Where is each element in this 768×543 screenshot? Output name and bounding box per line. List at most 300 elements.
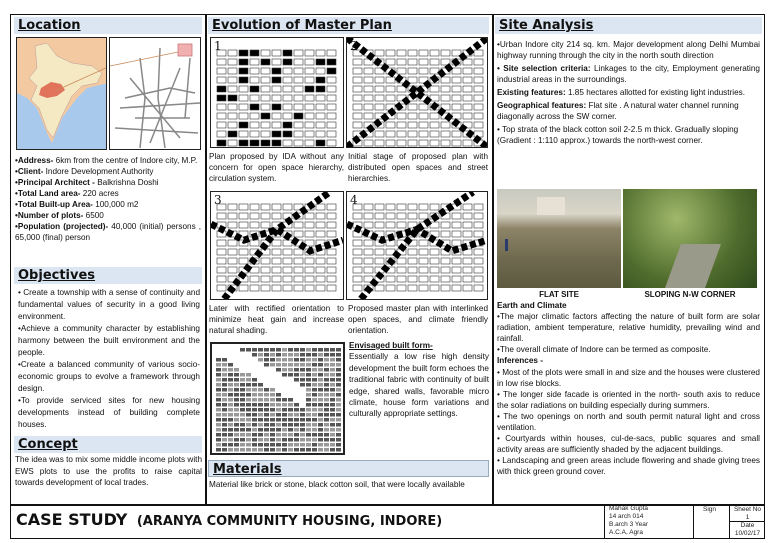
detail-value: 6km from the centre of Indore city, M.P. [53, 156, 198, 165]
building-block [258, 383, 263, 387]
building-block [330, 378, 335, 382]
objective-item: • Create a township with a sense of continuity and fundamental values of security in a good living environment. [18, 288, 200, 321]
building-block [312, 418, 317, 422]
building-block [264, 403, 269, 407]
building-block [282, 448, 287, 452]
building-block [282, 438, 287, 442]
building-block [246, 428, 251, 432]
building-block [330, 448, 335, 452]
building-block [252, 448, 257, 452]
building-block [228, 368, 233, 372]
detail-label: •Number of plots- [15, 211, 84, 220]
building-block [312, 373, 317, 377]
building-block [336, 393, 341, 397]
building-block [216, 398, 221, 402]
building-block [276, 438, 281, 442]
building-block [306, 353, 311, 357]
building-block [216, 358, 221, 362]
building-block [246, 448, 251, 452]
building-block [318, 408, 323, 412]
building-block [294, 448, 299, 452]
building-block [324, 353, 329, 357]
building-block [234, 428, 239, 432]
building-block [246, 423, 251, 427]
building-block [336, 383, 341, 387]
building-block [228, 413, 233, 417]
building-block [246, 418, 251, 422]
building-block [264, 408, 269, 412]
building-block [258, 358, 263, 362]
building-block [222, 413, 227, 417]
building-block [264, 348, 269, 352]
building-block [324, 408, 329, 412]
sign-label: Sign [703, 506, 717, 513]
building-block [216, 368, 221, 372]
concept-text: The idea was to mix some middle income plots with EWS plots to use the profits to raise capital towards development of local trades. [15, 455, 202, 487]
building-block [258, 403, 263, 407]
author-info [609, 505, 648, 537]
building-block [258, 433, 263, 437]
building-block [282, 398, 287, 402]
author-name: Mahak Gupta [609, 505, 649, 512]
building-block [222, 368, 227, 372]
building-block [294, 378, 299, 382]
building-block [300, 368, 305, 372]
building-block [306, 418, 311, 422]
building-block [324, 378, 329, 382]
building-block [318, 423, 323, 427]
building-block [294, 363, 299, 367]
building-block [276, 428, 281, 432]
building-block [288, 448, 293, 452]
building-block [264, 363, 269, 367]
building-block [222, 423, 227, 427]
building-block [294, 428, 299, 432]
building-block [288, 438, 293, 442]
building-block [252, 408, 257, 412]
building-block [264, 443, 269, 447]
building-block [300, 363, 305, 367]
inference-item: • Courtyards within houses, cul-de-sacs, public squares and small activity areas are sufficiently shaded by the adjacent buildings. [497, 434, 760, 455]
building-block [330, 393, 335, 397]
building-block [330, 358, 335, 362]
building-block [312, 443, 317, 447]
building-block [228, 428, 233, 432]
building-block [312, 348, 317, 352]
building-block [294, 408, 299, 412]
building-block [288, 423, 293, 427]
plan-number: 2 [350, 39, 358, 53]
building-block [312, 448, 317, 452]
building-block [300, 373, 305, 377]
building-block [222, 438, 227, 442]
building-block [312, 358, 317, 362]
building-block [264, 423, 269, 427]
building-block [336, 413, 341, 417]
selection-label: • Site selection criteria: [497, 64, 591, 73]
building-block [330, 373, 335, 377]
building-block [252, 438, 257, 442]
building-block [288, 363, 293, 367]
detail-label: •Client- [15, 167, 44, 176]
building-block [300, 413, 305, 417]
building-block [264, 438, 269, 442]
building-block [300, 438, 305, 442]
building-block [252, 433, 257, 437]
building-block [306, 373, 311, 377]
building-block [306, 413, 311, 417]
building-block [246, 433, 251, 437]
plan-drawing [211, 192, 343, 299]
building-block [306, 448, 311, 452]
building-block [240, 448, 245, 452]
building-block [228, 448, 233, 452]
building-block [246, 443, 251, 447]
sheet-number: 1 [745, 514, 750, 521]
building-block [336, 423, 341, 427]
building-block [294, 418, 299, 422]
building-block [222, 443, 227, 447]
climate-item: •The major climatic factors affecting the nature of built form are solar radiation, ambient temperature, relative humidity, prevailing wind and rainfall. [497, 312, 760, 344]
geo-text: Flat site . A natural water channel running diagonally across the SW corner. [497, 101, 739, 121]
evolution-heading: Evolution of Master Plan [208, 17, 489, 34]
building-block [276, 353, 281, 357]
sloping-corner-photo [623, 189, 757, 288]
building-block [246, 383, 251, 387]
building-block [336, 368, 341, 372]
building-block [300, 353, 305, 357]
building-block [336, 358, 341, 362]
building-block [306, 403, 311, 407]
building-block [276, 358, 281, 362]
building-block [318, 353, 323, 357]
building-block [318, 393, 323, 397]
building-block [240, 378, 245, 382]
building-block [240, 433, 245, 437]
building-block [222, 428, 227, 432]
building-block [324, 423, 329, 427]
building-block [228, 373, 233, 377]
plan-number: 4 [350, 193, 358, 207]
existing-text: 1.85 hectares allotted for existing light industries. [565, 88, 746, 97]
building-block [270, 353, 275, 357]
building-block [336, 428, 341, 432]
building-block [336, 438, 341, 442]
building-block [276, 423, 281, 427]
building-block [264, 393, 269, 397]
building-block [318, 448, 323, 452]
building-block [240, 418, 245, 422]
building-block [324, 428, 329, 432]
building-block [288, 413, 293, 417]
building-block [294, 438, 299, 442]
building-block [258, 423, 263, 427]
plan-drawing [347, 38, 487, 147]
building-block [324, 393, 329, 397]
building-block [312, 408, 317, 412]
building-block [282, 408, 287, 412]
plan-2-drawing [346, 37, 488, 148]
building-block [282, 418, 287, 422]
building-block [258, 418, 263, 422]
building-block [264, 358, 269, 362]
building-block [312, 383, 317, 387]
building-block [318, 403, 323, 407]
building-block [318, 373, 323, 377]
building-block [270, 438, 275, 442]
building-block [330, 418, 335, 422]
envisaged-text: Essentially a low rise high density development the built form echoes the traditional fabric with continuity of built edge, shared walls, favorable micro climate, house form variations and culturally appropriate settings. [349, 352, 489, 419]
building-block [282, 403, 287, 407]
building-block [246, 403, 251, 407]
building-block [282, 433, 287, 437]
objective-item: •Create a balanced community of various socio-economic groups to evolve a framework through design. [18, 360, 200, 393]
building-block [336, 398, 341, 402]
divider [205, 14, 207, 505]
building-block [216, 363, 221, 367]
title-main: CASE STUDY [16, 510, 128, 529]
building-block [324, 358, 329, 362]
divider [604, 504, 605, 539]
building-block [312, 438, 317, 442]
building-block [288, 418, 293, 422]
building-block [306, 348, 311, 352]
building-block [306, 438, 311, 442]
building-block [222, 408, 227, 412]
building-block [306, 368, 311, 372]
building-block [216, 428, 221, 432]
building-block [300, 428, 305, 432]
plan-drawing [211, 38, 343, 147]
building-block [318, 358, 323, 362]
building-block [234, 388, 239, 392]
building-block [330, 433, 335, 437]
building-block [288, 443, 293, 447]
building-block [324, 418, 329, 422]
building-block [324, 388, 329, 392]
building-block [318, 378, 323, 382]
building-block [252, 388, 257, 392]
building-block [288, 353, 293, 357]
building-block [270, 363, 275, 367]
objectives-heading: Objectives [14, 267, 202, 284]
building-block [222, 403, 227, 407]
sheet-title [16, 510, 442, 529]
building-block [306, 408, 311, 412]
building-block [258, 413, 263, 417]
detail-label: •Population (projected)- [15, 222, 109, 231]
building-block [252, 403, 257, 407]
building-block [270, 408, 275, 412]
building-block [300, 408, 305, 412]
building-block [306, 363, 311, 367]
building-block [282, 428, 287, 432]
building-block [330, 348, 335, 352]
building-block [222, 393, 227, 397]
building-block [300, 433, 305, 437]
detail-value: Indore Development Authority [43, 167, 154, 176]
building-block [234, 373, 239, 377]
building-block [246, 413, 251, 417]
building-block [234, 368, 239, 372]
building-block [264, 398, 269, 402]
plan-3-drawing [210, 191, 344, 300]
building-block [294, 353, 299, 357]
concept-heading: Concept [14, 436, 202, 453]
building-block [270, 443, 275, 447]
building-block [240, 398, 245, 402]
building-block [330, 443, 335, 447]
building-block [336, 418, 341, 422]
building-block [246, 388, 251, 392]
building-block [294, 368, 299, 372]
building-block [330, 423, 335, 427]
inference-item: • The longer side facade is oriented in the north- south axis to reduce the solar radiations on building especially during summers. [497, 389, 760, 410]
building-block [318, 368, 323, 372]
building-block [246, 438, 251, 442]
building-block [282, 413, 287, 417]
building-block [330, 438, 335, 442]
building-block [234, 413, 239, 417]
building-block [240, 373, 245, 377]
location-details [15, 155, 201, 243]
building-block [330, 403, 335, 407]
building-block [324, 448, 329, 452]
building-block [258, 348, 263, 352]
detail-value: 220 acres [80, 189, 119, 198]
building-block [270, 393, 275, 397]
building-block [324, 398, 329, 402]
plan-2-caption: Initial stage of proposed plan with distributed open spaces and street hierarchies. [348, 152, 488, 183]
building-block [282, 358, 287, 362]
building-block [234, 398, 239, 402]
building-block [318, 348, 323, 352]
building-block [336, 388, 341, 392]
date-label: Date [740, 522, 755, 529]
building-block [300, 443, 305, 447]
building-block [228, 433, 233, 437]
building-block [312, 403, 317, 407]
building-block [294, 403, 299, 407]
building-block [228, 418, 233, 422]
building-block [282, 368, 287, 372]
detail-label: •Total Built-up Area- [15, 200, 93, 209]
building-block [234, 438, 239, 442]
building-block [222, 433, 227, 437]
india-map [16, 37, 107, 150]
building-block [300, 418, 305, 422]
building-block [246, 373, 251, 377]
building-block [288, 373, 293, 377]
building-block [270, 358, 275, 362]
building-block [306, 388, 311, 392]
building-block [306, 383, 311, 387]
building-block [294, 348, 299, 352]
building-block [288, 403, 293, 407]
building-block [312, 428, 317, 432]
objective-item: •To provide serviced sites for new housing developments instead of building complete houses. [18, 396, 200, 429]
building-block [312, 368, 317, 372]
building-block [282, 363, 287, 367]
detail-label: •Principal Architect - [15, 178, 95, 187]
building-block [240, 413, 245, 417]
building-block [270, 413, 275, 417]
building-block [294, 433, 299, 437]
plan-3-caption: Later with rectified orientation to minimize heat gain and increase natural shading. [209, 304, 344, 335]
building-block [216, 443, 221, 447]
building-block [264, 413, 269, 417]
building-block [324, 373, 329, 377]
building-block [252, 383, 257, 387]
building-block [258, 448, 263, 452]
building-block [300, 448, 305, 452]
building-block [240, 383, 245, 387]
author-course: B.arch 3 Year [609, 521, 649, 528]
building-block [294, 373, 299, 377]
building-block [318, 418, 323, 422]
building-block [318, 413, 323, 417]
plan-number: 1 [214, 39, 222, 53]
building-block [234, 418, 239, 422]
building-block [294, 358, 299, 362]
building-block [234, 408, 239, 412]
photo-caption: SLOPING N-W CORNER [644, 290, 736, 299]
building-block [216, 383, 221, 387]
building-block [306, 398, 311, 402]
building-block [240, 443, 245, 447]
building-block [222, 418, 227, 422]
building-block [270, 403, 275, 407]
building-block [300, 378, 305, 382]
climate-section [497, 300, 760, 478]
detail-value: 100,000 m2 [92, 200, 139, 209]
building-block [264, 428, 269, 432]
building-block [294, 423, 299, 427]
existing-label: Existing features: [497, 88, 566, 97]
building-block [252, 393, 257, 397]
materials-heading: Materials [208, 460, 489, 477]
building-block [234, 383, 239, 387]
photo-caption: FLAT SITE [539, 290, 579, 299]
building-block [264, 433, 269, 437]
building-block [216, 393, 221, 397]
plan-1-caption: Plan proposed by IDA without any concern for open space hierarchy, circulation system. [209, 152, 344, 183]
building-block [318, 388, 323, 392]
building-block [276, 368, 281, 372]
building-block [228, 383, 233, 387]
building-block [276, 393, 281, 397]
building-block [282, 353, 287, 357]
building-block [312, 388, 317, 392]
building-block [234, 393, 239, 397]
building-block [324, 363, 329, 367]
inference-item: • Landscaping and green areas include flowering and shade giving trees with thick green ground cover. [497, 456, 760, 477]
building-block [258, 398, 263, 402]
objective-item: •Achieve a community character by establishing harmony between the built environment and the people. [18, 324, 200, 357]
divider [492, 14, 494, 505]
inferences-heading: Inferences - [497, 356, 543, 366]
inference-item: • The two openings on north and south permit natural light and cross ventilation. [497, 411, 760, 433]
building-block [318, 398, 323, 402]
building-block [246, 408, 251, 412]
building-block [306, 433, 311, 437]
building-block [240, 408, 245, 412]
building-block [330, 398, 335, 402]
building-block [258, 428, 263, 432]
building-block [222, 383, 227, 387]
site-analysis-text [497, 39, 760, 146]
building-block [216, 403, 221, 407]
